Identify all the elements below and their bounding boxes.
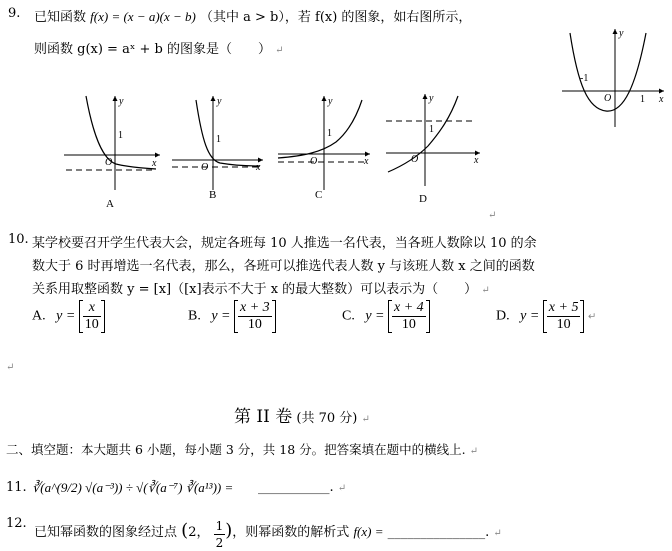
svg-text:x: x — [364, 156, 369, 167]
q10-option-b: B. y = $\frac{x + 3}{10}$ — [188, 300, 276, 333]
svg-text:y: y — [429, 93, 434, 104]
svg-text:1: 1 — [216, 134, 221, 145]
option-label-b: B — [209, 189, 217, 201]
q10-option-d: D. y = $\frac{x + 5}{10}$ ↵ — [496, 300, 597, 332]
q12-line: 已知幂函数的图象经过点 (2， $\frac{1}{2}$ )，则幂函数的解析式 f(x) = _______________. ↵ — [34, 519, 502, 550]
reference-graph-f — [558, 25, 668, 130]
q10-option-a: A. y = $\frac{x}{10}$ — [32, 300, 105, 333]
svg-text:1: 1 — [118, 130, 123, 141]
svg-text:y: y — [217, 96, 222, 107]
option-label-c: C — [315, 189, 323, 201]
q9-number: 9. — [8, 6, 21, 21]
svg-text:x: x — [256, 162, 261, 173]
q11-number: 11. — [6, 480, 27, 495]
svg-text:O: O — [411, 154, 419, 165]
q11-answer-blank[interactable]: ___________. ↵ — [258, 480, 347, 495]
section-title: 第 II 卷 (共 70 分) ↵ — [234, 407, 370, 427]
svg-text:x: x — [152, 158, 157, 169]
option-graph-b — [168, 90, 273, 212]
ref-tick-1: 1 — [640, 94, 645, 105]
svg-text:x: x — [474, 155, 479, 166]
q9-function: f(x) = (x − a)(x − b) — [90, 9, 196, 24]
ref-x-label: x — [659, 94, 664, 105]
option-graph-c — [274, 90, 379, 212]
q10-line3: 关系用取整函数 y = [x]（[x]表示不大于 x 的最大整数）可以表示为（ ） ↵ — [32, 282, 490, 297]
q10-line2: 数大于 6 时再增选一名代表，那么，各班可以推选代表人数 y 与该班人数 x 之间的函数 — [32, 259, 535, 274]
ref-origin: O — [604, 93, 612, 104]
option-label-d: D — [419, 193, 427, 205]
q9-line1-pre: 已知函数 — [34, 10, 87, 25]
q12-answer-blank[interactable]: _______________. — [387, 525, 490, 540]
ref-y-label: y — [619, 28, 624, 39]
q9-line1 — [34, 6, 471, 25]
option-graph-a — [60, 90, 170, 212]
q10-option-c: C. y = $\frac{x + 4}{10}$ — [342, 300, 430, 333]
q9-line2: 则函数 g(x) = aˣ + b 的图象是（ ） ↵ — [34, 42, 284, 57]
svg-text:1: 1 — [327, 128, 332, 139]
q12-number: 12. — [6, 516, 27, 531]
svg-text:y: y — [119, 96, 124, 107]
q9-condition: （其中 a > b），若 f(x) 的图象，如右图所示， — [200, 10, 472, 25]
svg-text:O: O — [105, 157, 113, 168]
option-graph-d — [382, 90, 490, 212]
svg-text:O: O — [310, 156, 318, 167]
svg-text:1: 1 — [429, 124, 434, 135]
part2-heading: 二、填空题：本大题共 6 小题，每小题 3 分，共 18 分。把答案填在题中的横线上. ↵ — [6, 442, 479, 457]
option-label-a: A — [106, 198, 114, 210]
q10-line1: 某学校要召开学生代表大会，规定各班每 10 人推选一名代表，当各班人数除以 10 的余 — [32, 236, 537, 251]
q10-number: 10. — [8, 232, 29, 247]
ref-tick-neg1: -1 — [580, 73, 589, 84]
svg-text:O: O — [201, 162, 209, 173]
svg-text:y: y — [328, 96, 333, 107]
q11-expression: ∛(a^(9/2) √(a⁻³)) ÷ √(∛(a⁻⁷) ∛(a¹³)) = — [32, 480, 234, 495]
